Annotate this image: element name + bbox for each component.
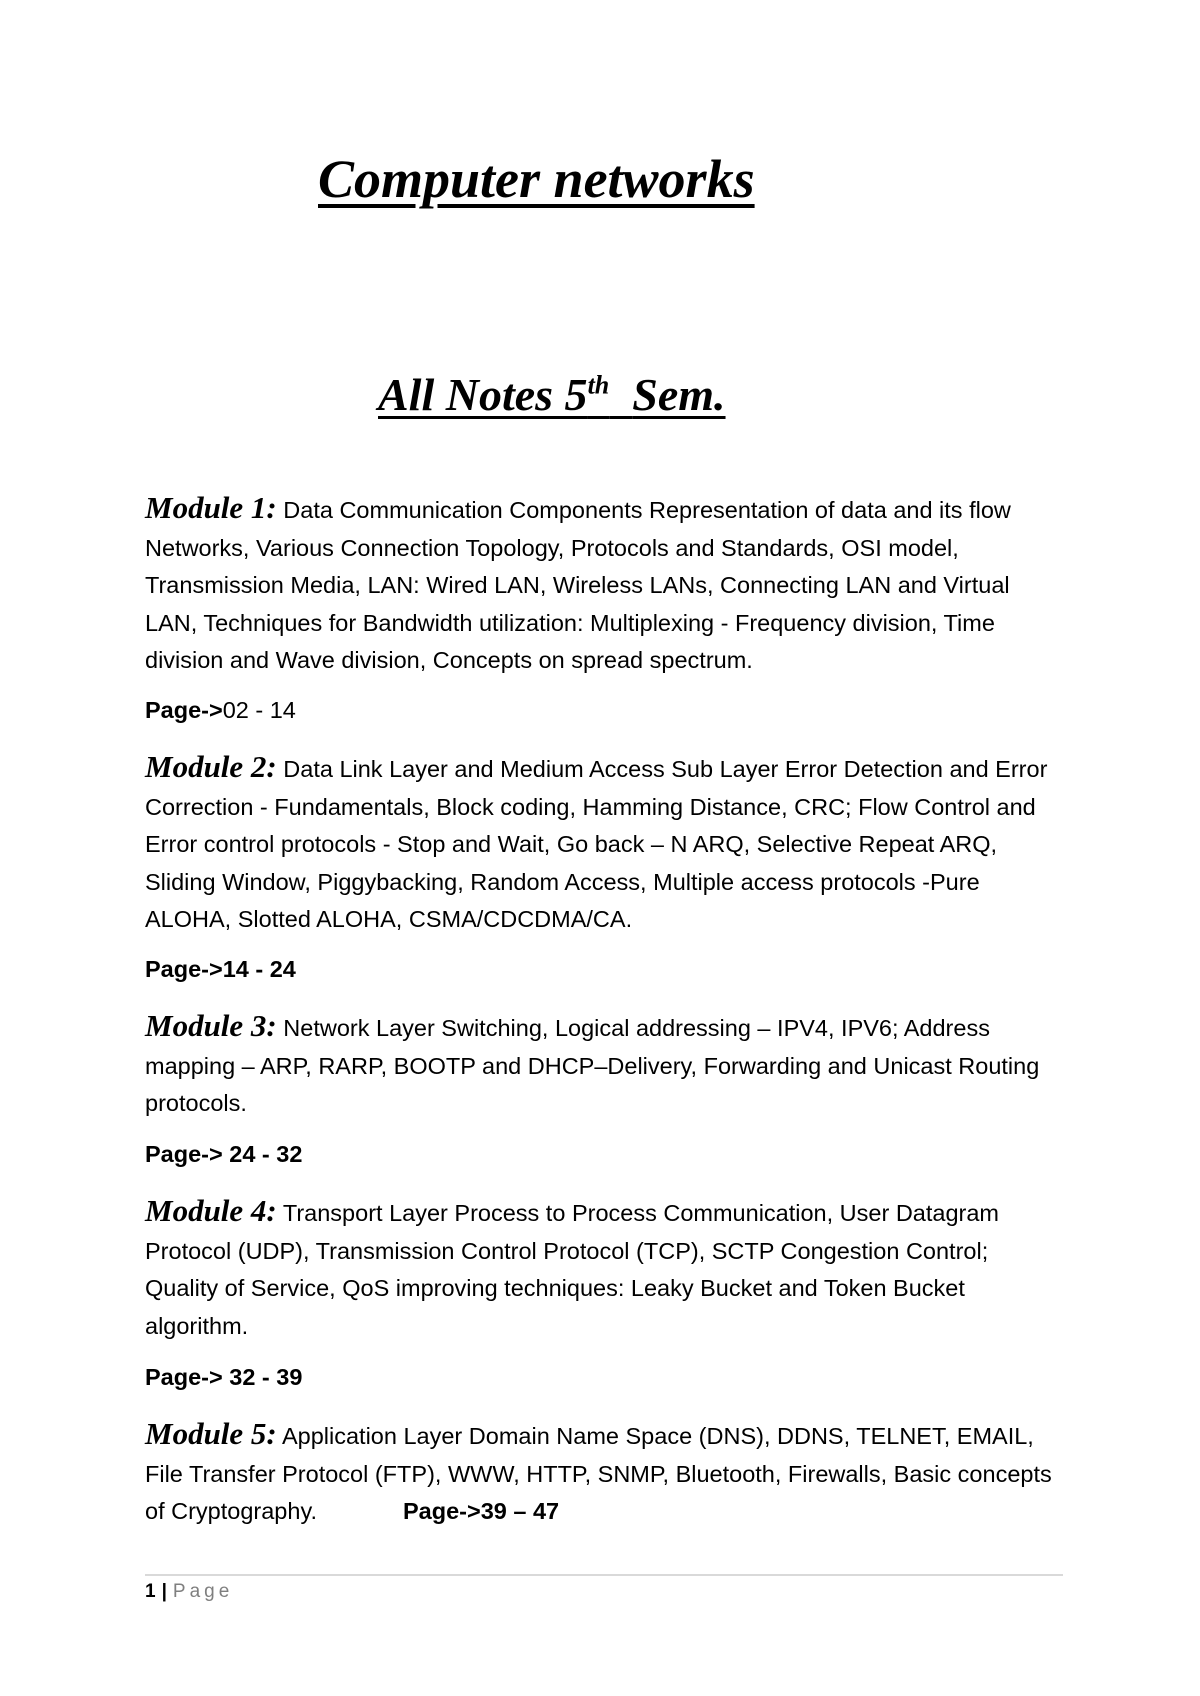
module-4-label: Module 4:: [145, 1193, 277, 1228]
module-2-description: [145, 748, 1065, 939]
module-3-text: Network Layer Switching, Logical addressing – IPV4, IPV6; Address mapping – ARP, RARP, BOOTP and DHCP–Delivery, Forwarding and Unicast Routing protocols.: [145, 1015, 1040, 1116]
module-5-page-ref: Page->39 – 47: [402, 1498, 560, 1524]
module-2-label: Module 2:: [145, 749, 277, 784]
module-5-text: Application Layer Domain Name Space (DNS), DDNS, TELNET, EMAIL, File Transfer Protocol (FTP), WWW, HTTP, SNMP, Bluetooth, Firewalls, Basic concepts of Cryptography.: [145, 1423, 1052, 1524]
module-1-label: Module 1:: [145, 490, 277, 525]
module-1-description: [145, 489, 1065, 680]
subtitle-superscript: th: [587, 370, 610, 400]
module-3-page-ref: Page-> 24 - 32: [145, 1141, 303, 1167]
footer-page-word: Page: [172, 1581, 234, 1602]
module-1-page-ref-range: 02 - 14: [222, 697, 296, 723]
document-subtitle: [378, 368, 726, 421]
footer-page-number: 1: [145, 1581, 156, 1602]
module-3-label: Module 3:: [145, 1008, 277, 1043]
module-4-text: Transport Layer Process to Process Communication, User Datagram Protocol (UDP), Transmission Control Protocol (TCP), SCTP Congestion Control; Quality of Service, QoS improving techniques: Leaky Bucket and Token Bucket algorithm.: [145, 1200, 1000, 1339]
subtitle-end: Sem.: [632, 369, 726, 420]
module-3-description: [145, 1007, 1065, 1123]
subtitle-main: All Notes 5: [378, 369, 588, 420]
module-4-page-ref: Page-> 32 - 39: [145, 1364, 303, 1390]
module-1-page-ref-label: Page->: [145, 697, 223, 723]
footer-separator: |: [161, 1581, 167, 1602]
module-2-text: Data Link Layer and Medium Access Sub Layer Error Detection and Error Correction - Fundamentals, Block coding, Hamming Distance, CRC; Flow Control and Error control protocols - Stop and Wait, Go back – N ARQ, Selective Repeat ARQ, Sliding Window, Piggybacking, Random Access, Multiple access protocols -Pure ALOHA, Slotted ALOHA, CSMA/CDCDMA/CA.: [145, 756, 1048, 932]
page-footer: [145, 1581, 233, 1603]
module-1-text: Data Communication Components Representation of data and its flow Networks, Various Connection Topology, Protocols and Standards, OSI model, Transmission Media, LAN: Wired LAN, Wireless LANs, Connecting LAN and Virtual LAN, Techniques for Bandwidth utilization: Multiplexing - Frequency division, Time division and Wave division, Concepts on spread spectrum.: [145, 497, 1011, 673]
module-5-description: [145, 1415, 1065, 1531]
module-5-label: Module 5:: [145, 1416, 277, 1451]
module-4-description: [145, 1192, 1065, 1345]
footer-divider: [145, 1574, 1063, 1576]
module-1-page-ref: [145, 697, 296, 724]
document-title: Computer networks: [318, 149, 755, 209]
module-2-page-ref: Page->14 - 24: [145, 956, 296, 982]
